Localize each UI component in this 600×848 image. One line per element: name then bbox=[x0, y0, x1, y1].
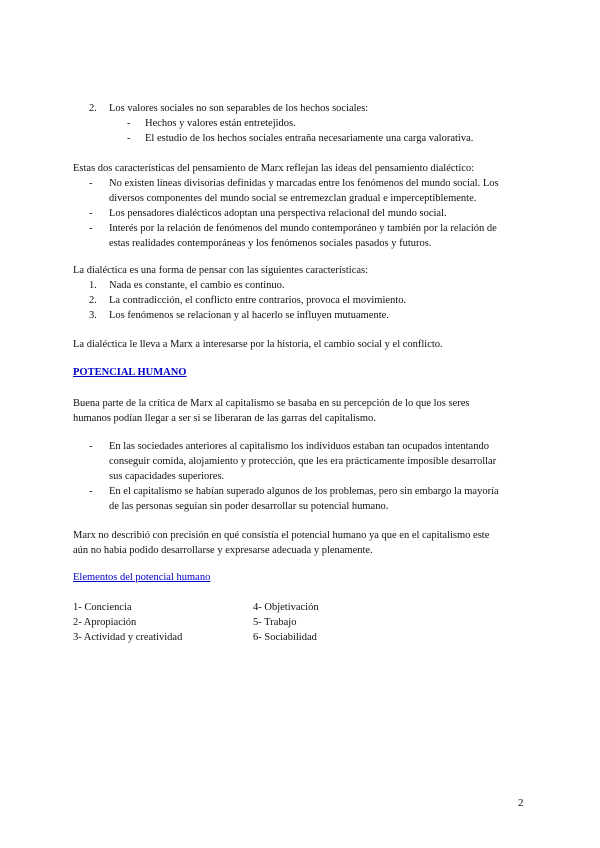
item-text: Nada es constante, el cambio es continuo. bbox=[109, 280, 285, 291]
list-item bbox=[73, 308, 523, 323]
list-item bbox=[73, 439, 523, 484]
elements-row bbox=[73, 630, 523, 645]
bullet-dash: - bbox=[127, 133, 131, 144]
paragraph-line: humanos podían llegar a ser si se liberaran de las garras del capitalismo. bbox=[73, 413, 376, 424]
bullet-dash: - bbox=[89, 178, 93, 189]
bullet-line: Interés por la relación de fenómenos del mundo contemporáneo y también por la relación de bbox=[109, 223, 497, 234]
paragraph-line: La dialéctica es una forma de pensar con las siguientes características: bbox=[73, 265, 369, 276]
bullet-dash: - bbox=[89, 223, 93, 234]
bullet-list bbox=[73, 439, 523, 514]
bullet-dash: - bbox=[89, 486, 93, 497]
bullet-line: conseguir comida, alojamiento y protección, que les era prácticamente imposible desarrollar bbox=[109, 456, 497, 467]
item-text: Los valores sociales no son separables de los hechos sociales: bbox=[109, 103, 369, 114]
page-number: 2 bbox=[518, 797, 524, 809]
bullet-dash: - bbox=[89, 208, 93, 219]
paragraph bbox=[73, 161, 523, 176]
element-item: 5- Trabajo bbox=[253, 617, 297, 628]
bullet-line: diversos componentes del mundo social se entremezclan gradual e imperceptiblemente. bbox=[109, 193, 477, 204]
list-item bbox=[73, 278, 523, 293]
elements-list bbox=[73, 600, 523, 645]
bullet-dash: - bbox=[89, 441, 93, 452]
bullet-line: Los pensadores dialécticos adoptan una perspectiva relacional del mundo social. bbox=[109, 208, 447, 219]
paragraph bbox=[73, 337, 523, 352]
list-item bbox=[73, 293, 523, 308]
list-item bbox=[73, 206, 523, 221]
item-number: 3. bbox=[89, 310, 97, 321]
list-item bbox=[73, 176, 523, 206]
element-item: 4- Objetivación bbox=[253, 602, 319, 613]
paragraph-line: aún no había podido desarrollarse y expresarse adecuada y plenamente. bbox=[73, 545, 373, 556]
item-text: Los fenómenos se relacionan y al hacerlo se influyen mutuamente. bbox=[109, 310, 389, 321]
item-number: 2. bbox=[89, 103, 97, 114]
bullet-line: sus capacidades superiores. bbox=[109, 471, 225, 482]
subsection-heading: Elementos del potencial humano bbox=[73, 572, 211, 583]
sub-bullet-text: Hechos y valores están entretejidos. bbox=[145, 118, 296, 129]
bullet-line: En las sociedades anteriores al capitalismo los individuos estaban tan ocupados intentando bbox=[109, 441, 489, 452]
list-item bbox=[73, 221, 523, 251]
item-number: 2. bbox=[89, 295, 97, 306]
bullet-line: En el capitalismo se habían superado algunos de los problemas, pero sin embargo la mayoría bbox=[109, 486, 499, 497]
paragraph bbox=[73, 263, 523, 278]
elements-row bbox=[73, 600, 523, 615]
bullet-dash: - bbox=[127, 118, 131, 129]
sub-bullet-text: El estudio de los hechos sociales entraña necesariamente una carga valorativa. bbox=[145, 133, 474, 144]
bullet-line: estas realidades contemporáneas y los fenómenos sociales pasados y futuros. bbox=[109, 238, 432, 249]
element-item: 2- Apropiación bbox=[73, 617, 137, 628]
numbered-item bbox=[73, 101, 523, 146]
element-item: 1- Conciencia bbox=[73, 602, 132, 613]
section-heading: POTENCIAL HUMANO bbox=[73, 367, 187, 378]
element-item: 6- Sociabilidad bbox=[253, 632, 317, 643]
paragraph bbox=[73, 396, 523, 426]
bullet-line: No existen líneas divisorias definidas y marcadas entre los fenómenos del mundo social. Los bbox=[109, 178, 499, 189]
paragraph bbox=[73, 528, 523, 558]
paragraph-line: La dialéctica le lleva a Marx a interesarse por la historia, el cambio social y el conflicto. bbox=[73, 339, 443, 350]
item-text: La contradicción, el conflicto entre contrarios, provoca el movimiento. bbox=[109, 295, 407, 306]
paragraph-line: Buena parte de la crítica de Marx al capitalismo se basaba en su percepción de lo que los seres bbox=[73, 398, 470, 409]
element-item: 3- Actividad y creatividad bbox=[73, 632, 183, 643]
bullet-line: de las personas seguían sin poder desarrollar su potencial humano. bbox=[109, 501, 389, 512]
paragraph-line: Marx no describió con precisión en qué consistía el potencial humano ya que en el capitalismo este bbox=[73, 530, 490, 541]
paragraph-line: Estas dos características del pensamiento de Marx reflejan las ideas del pensamiento dialéctico: bbox=[73, 163, 475, 174]
elements-row bbox=[73, 615, 523, 630]
list-item bbox=[73, 484, 523, 514]
item-number: 1. bbox=[89, 280, 97, 291]
bullet-list bbox=[73, 176, 523, 251]
numbered-list bbox=[73, 278, 523, 323]
